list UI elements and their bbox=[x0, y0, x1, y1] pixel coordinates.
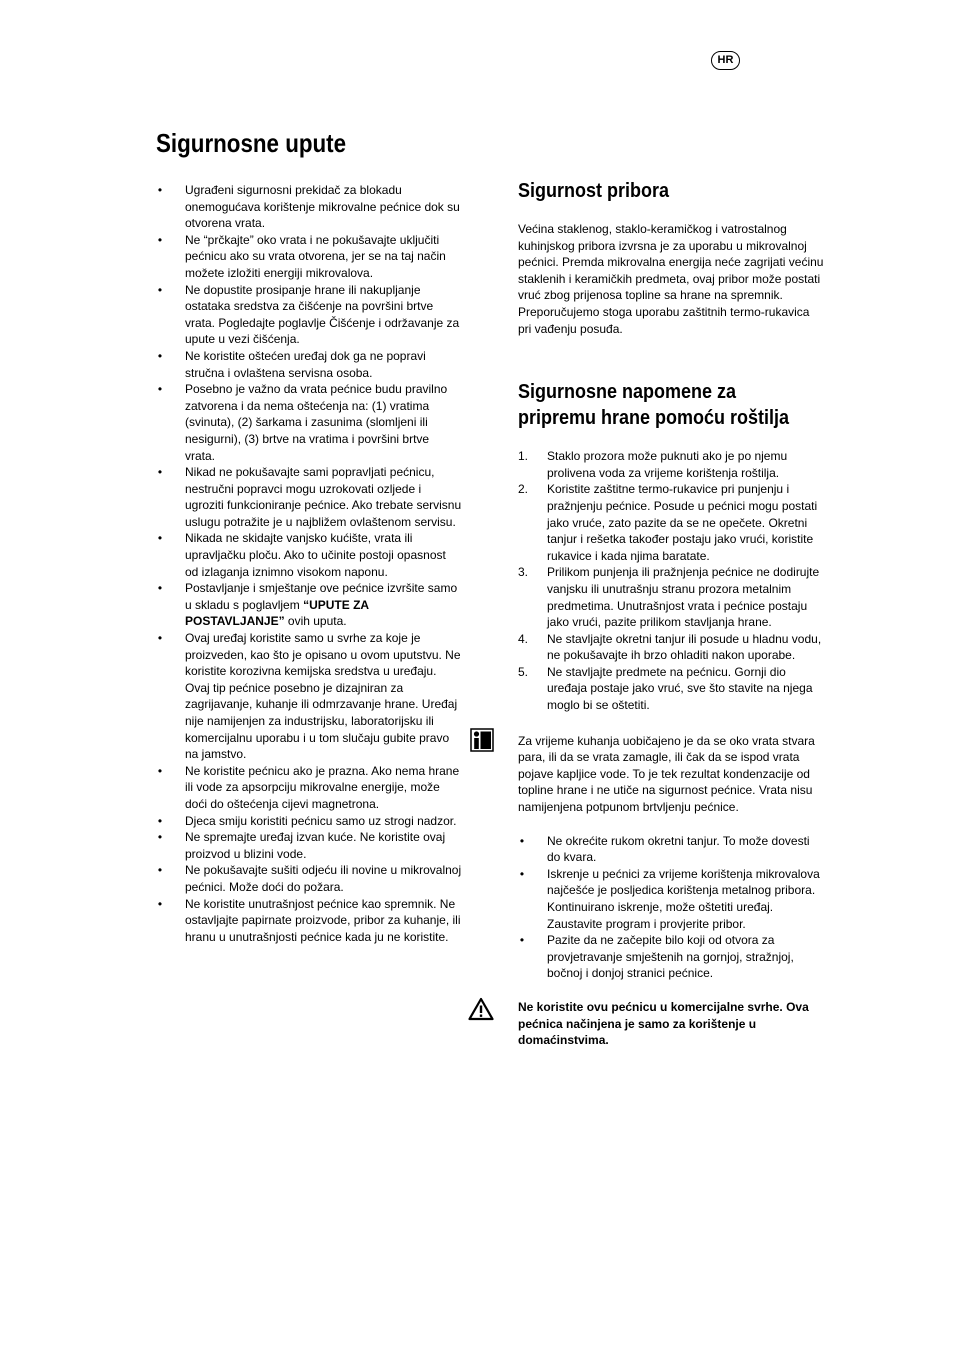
bullet-icon: • bbox=[157, 863, 163, 878]
info-note: Za vrijeme kuhanja uobičajeno je da se oko vrata stvara para, ili da se vrata zamagle, ili čak da se ispod vrata pojave kapljice vode. To je tek rezultat kondenzacije od topline hrane i ne utiče na sigurnost pećnice. Vrata nisu namijenjena potpunom brtvljenju pećnice. bbox=[518, 733, 815, 815]
list-item-installation: • Postavljanje i smještanje ove pećnice izvršite samo u skladu s poglavljem “UPUTE ZA POSTAVLJANJE” ovih uputa. bbox=[157, 581, 458, 629]
list-item: • Nikad ne pokušavajte sami popravljati pećnicu, nestručni popravci mogu uzrokovati ozljede i ugroziti funkcioniranje pećnice. Ako trebate servisnu uslugu potražite je u najbližem ovlaštenom servisu. bbox=[157, 465, 462, 529]
info-icon bbox=[470, 728, 494, 757]
bullet-icon: • bbox=[157, 183, 163, 197]
bullet-icon: • bbox=[519, 833, 525, 848]
list-item: • Ne dopustite prosipanje hrane ili nakupljanje ostataka sredstva za čišćenje na površini brtve vrata. Pogledajte poglavlje Čišćenje i održavanje za upute u vezi čišćenja. bbox=[157, 282, 460, 347]
usage-list bbox=[518, 833, 824, 982]
warning-triangle-icon bbox=[468, 997, 494, 1026]
bullet-icon: • bbox=[157, 465, 163, 480]
bullet-icon: • bbox=[519, 866, 525, 881]
list-item: • Ne okrećite rukom okretni tanjur. To može dovesti do kvara. bbox=[519, 833, 810, 865]
safety-list bbox=[156, 182, 462, 945]
right-column bbox=[518, 178, 824, 1049]
list-item: • Nikada ne skidajte vanjsko kućište, vrata ili upravljačku ploču. Ako to učinite postoji opasnost od izlaganja iznimno visokom naponu. bbox=[157, 531, 446, 579]
page-title: Sigurnosne upute bbox=[156, 128, 347, 158]
left-column bbox=[156, 182, 462, 945]
bullet-icon: • bbox=[519, 933, 525, 948]
list-item: • Ugrađeni sigurnosni prekidač za blokadu onemogućava korištenje mikrovalne pećnice dok su otvorena vrata. bbox=[157, 183, 460, 231]
grill-heading: Sigurnosne napomene za pripremu hrane pomoću roštilja bbox=[518, 381, 790, 430]
bullet-icon: • bbox=[157, 813, 163, 828]
bullet-icon: • bbox=[157, 531, 163, 546]
bullet-icon: • bbox=[157, 581, 163, 596]
list-item: 4. Ne stavljajte okretni tanjur ili posude u hladnu vodu, ne pokušavajte ih brzo ohladiti nakon uporabe. bbox=[518, 631, 822, 663]
bullet-icon: • bbox=[157, 896, 163, 911]
list-item: 2. Koristite zaštitne termo-rukavice pri punjenju i pražnjenju pećnice. Posude u pećnici mogu postati jako vruće, zato pazite da se ne opečete. Okretni tanjur i rešetka također postaju jako vrući, koristite rukavice i kada njima baratate. bbox=[518, 482, 818, 563]
list-item: 3. Prilikom punjenja ili pražnjenja pećnice ne dodirujte vanjsku ili unutrašnju stranu prozora metalnim predmetima. Unutrašnjost vrata i pećnice postaju jako vrući, pazite prilikom stavljanja hrane. bbox=[518, 565, 820, 630]
language-badge: HR bbox=[711, 51, 740, 70]
list-item: • Ovaj uređaj koristite samo u svrhe za koje je proizveden, kao što je opisano u ovom uputstvu. Ne koristite korozivna kemijska sredstva u uređaju. Ovaj tip pećnice posebno je dizajniran za zagrijavanje, kuhanje ili odmrzavanje hrane. Uređaj nije namijenjen za industrijsku, laboratorijsku ili komercijalnu uporabu i u tom slučaju gubite pravo na jamstvo. bbox=[157, 631, 461, 762]
bullet-icon: • bbox=[157, 763, 163, 778]
bullet-icon: • bbox=[157, 830, 163, 845]
list-item: • Ne pokušavajte sušiti odjeću ili novine u mikrovalnoj pećnici. Može doći do požara. bbox=[157, 863, 462, 894]
list-item: • Pazite da ne začepite bilo koji od otvora za provjetravanje smještenih na gornjoj, stražnjoj, bočnoj i donjoj stranici pećnice. bbox=[519, 933, 794, 981]
list-item: • Ne koristite oštećen uređaj dok ga ne popravi stručna i ovlaštena servisna osoba. bbox=[157, 348, 426, 380]
list-item: 1. Staklo prozora može puknuti ako je po njemu prolivena voda za vrijeme korištenja roštilja. bbox=[518, 449, 788, 480]
warning-note: Ne koristite ovu pećnicu u komercijalne svrhe. Ova pećnica načinjena je samo za korištenje u domaćinstvima. bbox=[518, 999, 809, 1048]
bullet-icon: • bbox=[157, 282, 163, 297]
bullet-icon: • bbox=[157, 232, 163, 247]
list-item: 5. Ne stavljajte predmete na pećnicu. Gornji dio uređaja postaje jako vruć, sve što stavite na njega moglo bi se oštetiti. bbox=[518, 664, 813, 713]
bullet-icon: • bbox=[157, 631, 163, 646]
list-item: • Ne koristite pećnicu ako je prazna. Ako nema hrane ili vode za apsorpciju mikrovalne energije, može doći do oštećenja cijevi magnetrona. bbox=[157, 763, 460, 811]
list-item: • Iskrenje u pećnici za vrijeme korištenja mikrovalova najčešće je posljedica korištenja metalnog pribora. Kontinuirano iskrenje, može oštetiti uređaj. Zaustavite program i provjerite pribor. bbox=[519, 866, 820, 931]
list-item: • Ne spremajte uređaj izvan kuće. Ne koristite ovaj proizvod u blizini vode. bbox=[157, 830, 446, 861]
bullet-icon: • bbox=[157, 348, 163, 363]
installation-chapter-reference: “UPUTE ZA POSTAVLJANJE” bbox=[185, 597, 369, 629]
list-item: • Ne “prčkajte” oko vrata i ne pokušavajte uključiti pećnicu ako su vrata otvorena, jer se na taj način možete izložiti energiji mikrovalova. bbox=[157, 232, 446, 280]
list-item: • Ne koristite unutrašnjost pećnice kao spremnik. Ne ostavljajte papirnate proizvode, pribor za kuhanje, ili hranu u unutrašnjosti pećnice kada ju ne koristite. bbox=[157, 896, 461, 944]
list-item: • Posebno je važno da vrata pećnice budu pravilno zatvorena i da nema oštećenja na: (1) vratima (svinuta), (2) šarkama i zasunima (slomljeni ili nesigurni), (3) brtve na vratima i površini brtve vrata. bbox=[157, 382, 448, 463]
accessories-text: Većina staklenog, staklo-keramičkog i vatrostalnog kuhinjskog pribora izvrsna je za uporabu u mikrovalnoj pećnici. Premda mikrovalna energija neće zagrijati većinu staklenih i keramičkih predmeta, ovaj pribor može postati vruć zbog prijenosa topline sa hrane na spremnik. Preporučujemo stoga uporabu zaštitnih termo-rukavica pri vađenju posuđa. bbox=[518, 222, 824, 336]
grill-list bbox=[518, 448, 824, 714]
accessories-heading: Sigurnost pribora bbox=[518, 180, 670, 202]
bullet-icon: • bbox=[157, 382, 163, 397]
list-item: • Djeca smiju koristiti pećnicu samo uz strogi nadzor. bbox=[157, 813, 457, 828]
